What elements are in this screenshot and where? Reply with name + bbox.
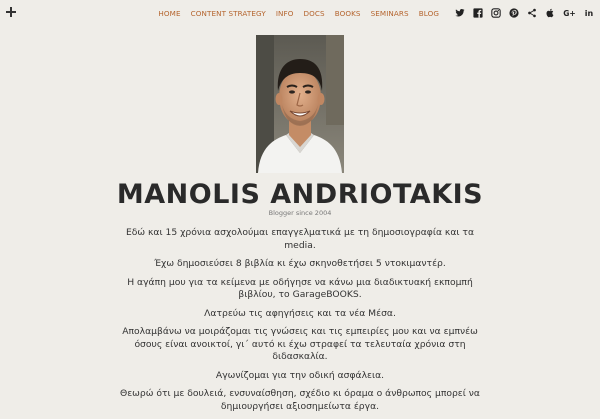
nav-info[interactable]: INFO bbox=[275, 8, 294, 18]
nav-seminars[interactable]: SEMINARS bbox=[370, 8, 409, 18]
bio-paragraph: Απολαμβάνω να μοιράζομαι τις γνώσεις και τις εμπειρίες μου και να εμπνέω όσους είναι ανοικτοί, γι΄ αυτό κι έχω στραφεί τα τελευταία χρόνια στη διδασκαλία. bbox=[122, 326, 478, 362]
social-links bbox=[447, 8, 594, 18]
apple-icon[interactable] bbox=[545, 8, 555, 18]
plus-menu-icon[interactable] bbox=[5, 6, 17, 18]
nav-docs[interactable]: DOCS bbox=[303, 8, 325, 18]
profile-photo bbox=[256, 35, 344, 173]
share-icon[interactable] bbox=[527, 8, 537, 18]
page-title: MANOLIS ANDRIOTAKIS bbox=[116, 179, 484, 210]
nav-blog[interactable]: BLOG bbox=[418, 8, 439, 18]
profile-photo-illustration bbox=[256, 35, 344, 173]
bio-paragraph: Η αγάπη μου για τα κείμενα με οδήγησε να κάνω μια διαδικτυακή εκπομπή βιβλίου, το GarageBOOKS. bbox=[127, 276, 473, 300]
bio-text bbox=[110, 227, 490, 419]
nav-home[interactable]: HOME bbox=[158, 8, 181, 18]
linkedin-icon[interactable]: in bbox=[584, 8, 594, 18]
nav-content-strategy[interactable]: CONTENT STRATEGY bbox=[190, 8, 266, 18]
bio-paragraph: Λατρεύω τις αφηγήσεις και τα νέα Μέσα. bbox=[204, 307, 396, 319]
top-bar bbox=[0, 0, 600, 28]
instagram-icon[interactable] bbox=[491, 8, 501, 18]
google-plus-icon[interactable]: G+ bbox=[563, 8, 576, 18]
bio-paragraph: Θεωρώ ότι με δουλειά, ενσυναίσθηση, σχέδιο κι όραμα ο άνθρωπος μπορεί να δημιουργήσει αξιοσημείωτα έργα. bbox=[119, 388, 480, 412]
bio-paragraph: Αγωνίζομαι για την οδική ασφάλεια. bbox=[215, 369, 385, 381]
tagline: Blogger since 2004 bbox=[268, 209, 332, 217]
facebook-icon[interactable] bbox=[473, 8, 483, 18]
bio-paragraph: Έχω δημοσιεύσει 8 βιβλία κι έχω σκηνοθετήσει 5 ντοκιμαντέρ. bbox=[154, 258, 446, 269]
nav-books[interactable]: BOOKS bbox=[334, 8, 361, 18]
main-nav bbox=[158, 8, 594, 18]
bio-paragraph: Εδώ και 15 χρόνια ασχολούμαι επαγγελματικά με τη δημοσιογραφία και τα media. bbox=[125, 227, 475, 251]
pinterest-icon[interactable] bbox=[509, 8, 519, 18]
twitter-icon[interactable] bbox=[455, 8, 465, 18]
